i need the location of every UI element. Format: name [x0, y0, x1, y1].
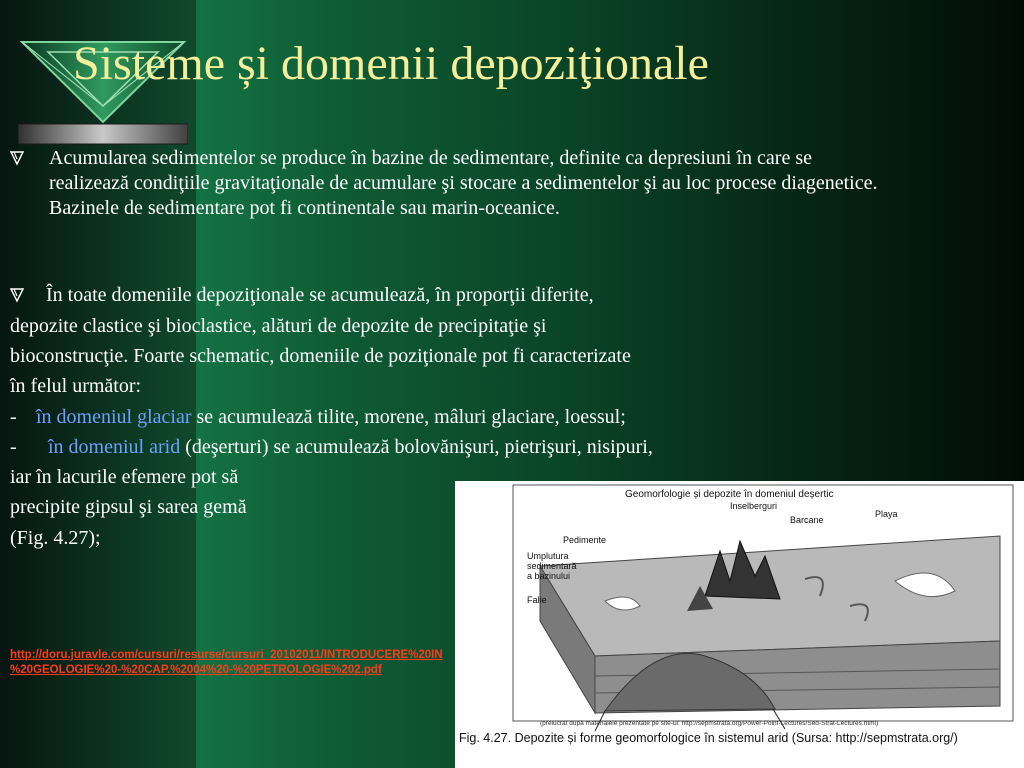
continuation-line-3: (Fig. 4.27);: [10, 527, 101, 549]
bullet-2-line-4: în felul următor:: [10, 375, 142, 397]
bullet-2-line-3: bioconstrucţie. Foarte schematic, domeniile de poziţionale pot fi caracterizate: [10, 345, 631, 367]
bullet-2-line-2: depozite clastice şi bioclastice, alături de depozite de precipitaţie şi: [10, 315, 547, 337]
bullet-2-line-1-text: În toate domeniile depoziţionale se acumulează, în proporţii diferite,: [46, 284, 594, 306]
figure-heading: Geomorfologie și depozite în domeniul deșertic: [625, 489, 834, 500]
continuation-line-1: iar în lacurile efemere pot să: [10, 466, 239, 488]
source-link-line-1[interactable]: http://doru.juravle.com/cursuri/resurse/cursuri_20102011/INTRODUCERE%20IN: [10, 649, 443, 661]
item-arid: [10, 435, 653, 460]
check-arrow-bullet-icon: [10, 149, 24, 167]
label-pedimente: Pedimente: [563, 535, 607, 545]
label-umplutura-2: sedimentară: [527, 561, 577, 571]
figure-desert-geomorphology: [455, 481, 1024, 768]
item-dash: -: [10, 406, 17, 428]
item-arid-highlight: în domeniul arid: [48, 436, 181, 458]
bullet-paragraph-1: [10, 146, 890, 221]
item-arid-rest: (deşerturi) se acumulează bolovănişuri, pietrişuri, nisipuri,: [180, 436, 653, 458]
bullet-paragraph-2-line-1: [10, 283, 594, 308]
source-link[interactable]: [10, 648, 443, 678]
figure-source-note: (prelucrat după materialele prezentate pe site-ul: http://sepmstrata.org/Power-Point-Lectures/Sed-Strat-Lectures.html): [540, 720, 879, 727]
figure-caption: Fig. 4.27. Depozite și forme geomorfologice în sistemul arid (Sursa: http://sepmstrata.org/): [459, 731, 958, 745]
label-playa: Playa: [875, 509, 898, 519]
slide-title: Sisteme și domenii depoziţionale: [73, 37, 709, 90]
source-link-line-2[interactable]: %20GEOLOGIE%20-%20CAP.%2004%20-%20PETROLOGIE%202.pdf: [10, 664, 382, 676]
label-umplutura-3: a bazinului: [527, 571, 571, 581]
continuation-line-2: precipite gipsul şi sarea gemă: [10, 496, 247, 518]
label-barcane: Barcane: [790, 515, 824, 525]
label-inselberguri: Inselberguri: [730, 501, 778, 511]
item-dash: -: [10, 436, 17, 458]
label-umplutura-1: Umplutura: [527, 551, 569, 561]
item-glaciar: [10, 405, 626, 430]
check-arrow-bullet-icon: [10, 286, 24, 304]
bullet-1-text: Acumularea sedimentelor se produce în bazine de sedimentare, definite ca depresiuni în care se realizează condiţiile gravitaţionale de acumulare şi stocare a sedimentelor şi au loc procese diagenetice. Bazinele de sedimentare pot fi continentale sau marin-oceanice.: [49, 147, 878, 219]
label-falie: Falie: [527, 595, 547, 605]
item-glaciar-rest: se acumulează tilite, morene, mâluri glaciare, loessul;: [191, 406, 626, 428]
desert-block-diagram: [455, 481, 1024, 768]
item-glaciar-highlight: în domeniul glaciar: [36, 406, 192, 428]
